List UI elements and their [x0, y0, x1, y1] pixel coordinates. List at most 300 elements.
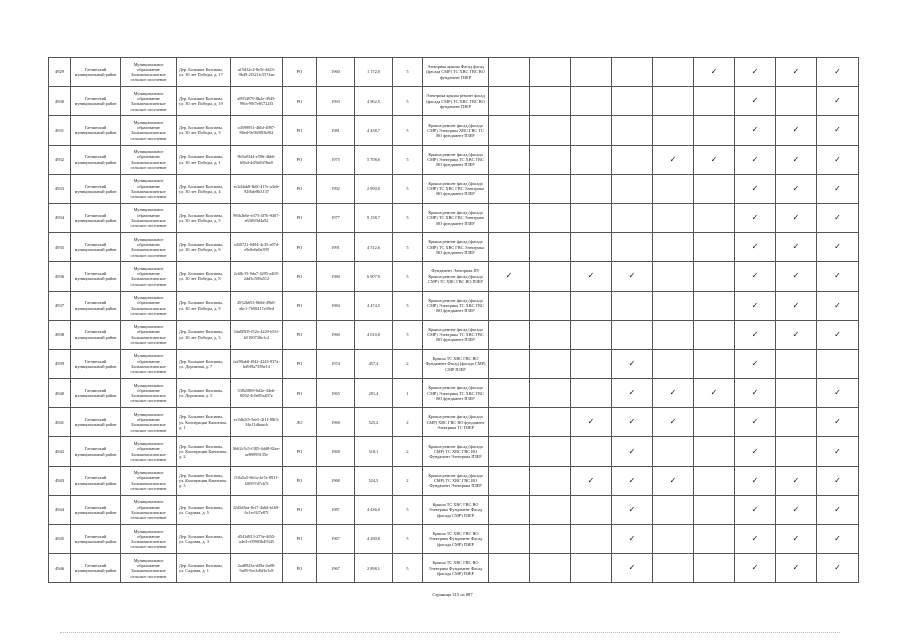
- mark-cell: [776, 174, 817, 203]
- fund-code-cell: РО: [283, 554, 317, 583]
- check-mark-icon: ✓: [669, 417, 677, 427]
- works-cell: Крыша ТС ХВС ГВС ВО Электрика Фундамент Фасад (фасада СМР) ПЗЕР: [423, 554, 489, 583]
- table-row: [49, 145, 859, 174]
- mark-cell: [530, 408, 571, 437]
- address-cell: Дер. Большие Колпаны, ул. Садовая, д. 1: [177, 554, 231, 583]
- table-row: [49, 437, 859, 466]
- mark-cell: [735, 408, 776, 437]
- area-cell: 518,1: [355, 437, 393, 466]
- check-mark-icon: ✓: [834, 125, 841, 135]
- guid-cell: 34a8f505-f52a-4220-b5f1-b5190730e1c2: [231, 320, 283, 349]
- mark-cell: [571, 87, 612, 116]
- year-cell: 1991: [317, 233, 355, 262]
- year-cell: 1960: [317, 58, 355, 87]
- mark-cell: [694, 145, 735, 174]
- check-mark-icon: ✓: [834, 96, 841, 106]
- check-mark-icon: ✓: [834, 213, 841, 223]
- check-mark-icon: ✓: [751, 446, 759, 456]
- works-cell: Крыша ремонт фасад (фасада СМР) Электрика ТС ХВС ГВС ВО фундамент ПЗЕР: [423, 145, 489, 174]
- mark-cell: [817, 58, 859, 87]
- year-cell: 1968: [317, 408, 355, 437]
- municipality-cell: Муниципальное образование Большеколпанское сельское поселение: [121, 174, 177, 203]
- check-mark-icon: ✓: [792, 329, 800, 339]
- mark-cell: [489, 262, 530, 291]
- district-cell: Гатчинский муниципальный район: [71, 554, 121, 583]
- guid-cell: 2c68c15-9da7-4295-a405-2dd3c589a512: [231, 262, 283, 291]
- fund-code-cell: РО: [283, 495, 317, 524]
- district-cell: Гатчинский муниципальный район: [71, 495, 121, 524]
- check-mark-icon: ✓: [751, 563, 759, 573]
- district-cell: Гатчинский муниципальный район: [71, 379, 121, 408]
- check-mark-icon: ✓: [834, 242, 841, 252]
- mark-cell: [817, 174, 859, 203]
- check-mark-icon: ✓: [751, 96, 759, 106]
- check-mark-icon: ✓: [751, 154, 759, 164]
- district-cell: Гатчинский муниципальный район: [71, 203, 121, 232]
- area-cell: 1 172,0: [355, 58, 393, 87]
- district-cell: Гатчинский муниципальный район: [71, 233, 121, 262]
- guid-cell: 2ad8943a-d49a-4a88-9a85-9ce3d6f3e1c8: [231, 554, 283, 583]
- mark-cell: [735, 379, 776, 408]
- address-cell: Дер. Большие Колпаны, ул. Садовая, д. 5: [177, 495, 231, 524]
- mark-cell: [489, 174, 530, 203]
- check-mark-icon: ✓: [751, 125, 759, 135]
- mark-cell: [776, 495, 817, 524]
- area-cell: 4 512,6: [355, 233, 393, 262]
- year-cell: 1980: [317, 262, 355, 291]
- stage-cell: 2: [393, 466, 423, 495]
- table-row: [49, 262, 859, 291]
- mark-cell: [530, 203, 571, 232]
- mark-cell: [653, 379, 694, 408]
- guid-cell: cd30721-0d94-4c35-a97d-e9e0e6e0a399: [231, 233, 283, 262]
- works-cell: Крыша ТС ХВС ГВС ВО Фундамент Фасад (фасада СМР) СМР ПЗЕР: [423, 349, 489, 378]
- mark-cell: [653, 116, 694, 145]
- area-cell: 524,5: [355, 466, 393, 495]
- stage-cell: 5: [393, 495, 423, 524]
- check-mark-icon: ✓: [792, 242, 800, 252]
- works-cell: Электрика крыша ремонт фасад (фасада СМР) ТС ХВС ГВС ВО фундамент ПЗЕР: [423, 87, 489, 116]
- mark-cell: [776, 379, 817, 408]
- mark-cell: [530, 466, 571, 495]
- mark-cell: [489, 233, 530, 262]
- mark-cell: [735, 145, 776, 174]
- area-cell: 2 990,0: [355, 174, 393, 203]
- municipality-cell: Муниципальное образование Большеколпанское сельское поселение: [121, 320, 177, 349]
- mark-cell: [776, 87, 817, 116]
- mark-cell: [612, 466, 653, 495]
- mark-cell: [776, 320, 817, 349]
- check-mark-icon: ✓: [628, 475, 636, 485]
- mark-cell: [571, 495, 612, 524]
- address-cell: Дер. Большие Колпаны, ул. Кооперации Капитана, д. 2: [177, 437, 231, 466]
- mark-cell: [817, 408, 859, 437]
- mark-cell: [735, 174, 776, 203]
- mark-cell: [489, 495, 530, 524]
- table-row: [49, 525, 859, 554]
- municipality-cell: Муниципальное образование Большеколпанское сельское поселение: [121, 525, 177, 554]
- works-cell: Крыша ремонт фасад (фасада СМР) ТС ХВС ГВС Электрика ВО фундамент ПЗЕР: [423, 233, 489, 262]
- mark-cell: [571, 379, 612, 408]
- year-cell: 1987: [317, 495, 355, 524]
- fund-code-cell: РО: [283, 320, 317, 349]
- check-mark-icon: ✓: [669, 388, 677, 398]
- check-mark-icon: ✓: [792, 534, 800, 544]
- stage-cell: 5: [393, 87, 423, 116]
- year-cell: 1967: [317, 525, 355, 554]
- mark-cell: [571, 262, 612, 291]
- year-cell: 1984: [317, 291, 355, 320]
- row-number: 4929: [49, 58, 71, 87]
- mark-cell: [653, 466, 694, 495]
- mark-cell: [817, 233, 859, 262]
- works-cell: Крыша ремонт фасад (фасада СМР) Электрика ТС ХВС ГВС ВО фундамент ПЗЕР: [423, 320, 489, 349]
- municipality-cell: Муниципальное образование Большеколпанское сельское поселение: [121, 58, 177, 87]
- mark-cell: [571, 408, 612, 437]
- district-cell: Гатчинский муниципальный район: [71, 174, 121, 203]
- stage-cell: 5: [393, 233, 423, 262]
- mark-cell: [612, 145, 653, 174]
- check-mark-icon: ✓: [751, 213, 759, 223]
- year-cell: 1975: [317, 145, 355, 174]
- municipality-cell: Муниципальное образование Большеколпанское сельское поселение: [121, 349, 177, 378]
- mark-cell: [694, 291, 735, 320]
- check-mark-icon: ✓: [792, 300, 800, 310]
- address-cell: Дер. Большие Колпаны, ул. 30 лет Победы, д. 3: [177, 320, 231, 349]
- check-mark-icon: ✓: [628, 388, 636, 398]
- year-cell: 1974: [317, 349, 355, 378]
- address-cell: Дер. Большие Колпаны, ул. 30 лет Победы, д. 5: [177, 203, 231, 232]
- mark-cell: [735, 262, 776, 291]
- mark-cell: [735, 87, 776, 116]
- fund-code-cell: РО: [283, 466, 317, 495]
- mark-cell: [694, 233, 735, 262]
- mark-cell: [735, 291, 776, 320]
- guid-cell: 2832b653-8b0d-49b0-abc1-7b08417a39ed: [231, 291, 283, 320]
- check-mark-icon: ✓: [669, 154, 677, 164]
- area-cell: 4 436,0: [355, 495, 393, 524]
- mark-cell: [489, 116, 530, 145]
- fund-code-cell: РО: [283, 87, 317, 116]
- mark-cell: [694, 525, 735, 554]
- area-cell: 4 280,8: [355, 525, 393, 554]
- table-row: [49, 116, 859, 145]
- mark-cell: [612, 379, 653, 408]
- mark-cell: [776, 466, 817, 495]
- check-mark-icon: ✓: [792, 563, 800, 573]
- mark-cell: [817, 87, 859, 116]
- mark-cell: [653, 58, 694, 87]
- check-mark-icon: ✓: [587, 417, 595, 427]
- mark-cell: [735, 466, 776, 495]
- table-row: [49, 349, 859, 378]
- row-number: 4934: [49, 203, 71, 232]
- mark-cell: [612, 203, 653, 232]
- mark-cell: [571, 320, 612, 349]
- mark-cell: [489, 291, 530, 320]
- mark-cell: [530, 554, 571, 583]
- mark-cell: [571, 437, 612, 466]
- mark-cell: [817, 554, 859, 583]
- area-cell: 6 907,9: [355, 262, 393, 291]
- mark-cell: [694, 174, 735, 203]
- guid-cell: 99fb2b6e-e375-4f7b-9307-e63f0f3d4a92: [231, 203, 283, 232]
- area-cell: 5 708,6: [355, 145, 393, 174]
- mark-cell: [489, 87, 530, 116]
- mark-cell: [694, 495, 735, 524]
- stage-cell: 2: [393, 408, 423, 437]
- mark-cell: [530, 174, 571, 203]
- works-cell: Крыша ремонт фасад (фасада СМР) ТС ХВС ГВС ВО Фундамент Электрика ПЗЕР: [423, 437, 489, 466]
- works-cell: Крыша ремонт фасад (фасада СМР) Электрика ХВС ГВС ТС ВО фундамент ПЗЕР: [423, 116, 489, 145]
- works-cell: Фундамент Электрика ПУ Крыша ремонт фасад (фасада СМР) ТС ХВС ГВС ВО ПЗЕР: [423, 262, 489, 291]
- mark-cell: [817, 349, 859, 378]
- district-cell: Гатчинский муниципальный район: [71, 291, 121, 320]
- mark-cell: [735, 525, 776, 554]
- mark-cell: [530, 437, 571, 466]
- row-number: 4946: [49, 554, 71, 583]
- district-cell: Гатчинский муниципальный район: [71, 466, 121, 495]
- fund-code-cell: РО: [283, 233, 317, 262]
- register-table: [48, 57, 859, 583]
- mark-cell: [489, 145, 530, 174]
- address-cell: Дер. Большие Колпаны, ул. Дорожная, д. 5: [177, 379, 231, 408]
- area-cell: 9 158,7: [355, 203, 393, 232]
- mark-cell: [612, 174, 653, 203]
- check-mark-icon: ✓: [751, 271, 759, 281]
- mark-cell: [694, 408, 735, 437]
- check-mark-icon: ✓: [751, 388, 759, 398]
- check-mark-icon: ✓: [628, 534, 636, 544]
- fund-code-cell: РО: [283, 262, 317, 291]
- guid-cell: 0b62c5c5-f385-4dd8-82ea-ae89999135e: [231, 437, 283, 466]
- row-number: 4944: [49, 495, 71, 524]
- check-mark-icon: ✓: [792, 183, 800, 193]
- area-cell: 525,2: [355, 408, 393, 437]
- mark-cell: [612, 437, 653, 466]
- mark-cell: [612, 233, 653, 262]
- district-cell: Гатчинский муниципальный район: [71, 116, 121, 145]
- area-cell: 4 010,8: [355, 320, 393, 349]
- year-cell: 1968: [317, 466, 355, 495]
- district-cell: Гатчинский муниципальный район: [71, 437, 121, 466]
- check-mark-icon: ✓: [628, 358, 636, 368]
- works-cell: Электрика крыша Фасад фасад (фасада СМР) ТС ХВС ГВС ВО фундамент ПЗЕР: [423, 58, 489, 87]
- guid-cell: cd599951-4bbf-4987-86ed-9e5b9f83b9f2: [231, 116, 283, 145]
- mark-cell: [530, 320, 571, 349]
- fund-code-cell: РО: [283, 525, 317, 554]
- mark-cell: [817, 495, 859, 524]
- mark-cell: [735, 233, 776, 262]
- district-cell: Гатчинский муниципальный район: [71, 408, 121, 437]
- table-row: [49, 58, 859, 87]
- table-row: [49, 203, 859, 232]
- check-mark-icon: ✓: [628, 446, 636, 456]
- mark-cell: [612, 320, 653, 349]
- mark-cell: [571, 525, 612, 554]
- mark-cell: [489, 320, 530, 349]
- area-cell: 4 438,7: [355, 116, 393, 145]
- mark-cell: [694, 203, 735, 232]
- mark-cell: [817, 525, 859, 554]
- mark-cell: [571, 174, 612, 203]
- check-mark-icon: ✓: [751, 358, 759, 368]
- check-mark-icon: ✓: [628, 563, 636, 573]
- check-mark-icon: ✓: [834, 183, 841, 193]
- mark-cell: [571, 58, 612, 87]
- mark-cell: [571, 554, 612, 583]
- mark-cell: [489, 408, 530, 437]
- check-mark-icon: ✓: [751, 417, 759, 427]
- municipality-cell: Муниципальное образование Большеколпанское сельское поселение: [121, 466, 177, 495]
- works-cell: Крыша ТС ХВС ГВС ВО Электрика Фундамент Фасад (фасада СМР) ПЗЕР: [423, 525, 489, 554]
- address-cell: Дер. Большие Колпаны, ул. 30 лет Победы, д. 4: [177, 174, 231, 203]
- row-number: 4945: [49, 525, 71, 554]
- mark-cell: [612, 495, 653, 524]
- table-row: [49, 466, 859, 495]
- mark-cell: [612, 554, 653, 583]
- mark-cell: [817, 437, 859, 466]
- works-cell: Крыша ремонт фасад (фасада СМР) ТС ХВС ГВС ВО Фундамент Электрика ПЗЕР: [423, 466, 489, 495]
- stage-cell: 5: [393, 320, 423, 349]
- stage-cell: 2: [393, 349, 423, 378]
- mark-cell: [817, 203, 859, 232]
- municipality-cell: Муниципальное образование Большеколпанское сельское поселение: [121, 495, 177, 524]
- table-row: [49, 408, 859, 437]
- mark-cell: [530, 233, 571, 262]
- mark-cell: [817, 466, 859, 495]
- district-cell: Гатчинский муниципальный район: [71, 145, 121, 174]
- mark-cell: [694, 349, 735, 378]
- table-row: [49, 291, 859, 320]
- mark-cell: [571, 233, 612, 262]
- check-mark-icon: ✓: [834, 446, 841, 456]
- mark-cell: [612, 291, 653, 320]
- mark-cell: [776, 116, 817, 145]
- fund-code-cell: ЛО: [283, 408, 317, 437]
- fund-code-cell: РО: [283, 437, 317, 466]
- year-cell: 1993: [317, 87, 355, 116]
- check-mark-icon: ✓: [834, 504, 841, 514]
- guid-cell: fa290ab0-f942-4243-937a-bd9f9a7356e14: [231, 349, 283, 378]
- mark-cell: [489, 379, 530, 408]
- address-cell: Дер. Большие Колпаны, ул. 30 лет Победы, д. 1: [177, 145, 231, 174]
- mark-cell: [735, 554, 776, 583]
- mark-cell: [571, 466, 612, 495]
- check-mark-icon: ✓: [669, 475, 677, 485]
- municipality-cell: Муниципальное образование Большеколпанское сельское поселение: [121, 554, 177, 583]
- check-mark-icon: ✓: [751, 242, 759, 252]
- guid-cell: f2d5d3ea-8cf7-4a6d-b1b9-6c1ec927e87f: [231, 495, 283, 524]
- check-mark-icon: ✓: [751, 67, 759, 77]
- row-number: 4940: [49, 379, 71, 408]
- address-cell: Дер. Большие Колпаны, ул. Дорожная, д. 7: [177, 349, 231, 378]
- mark-cell: [571, 291, 612, 320]
- municipality-cell: Муниципальное образование Большеколпанское сельское поселение: [121, 262, 177, 291]
- district-cell: Гатчинский муниципальный район: [71, 87, 121, 116]
- table-row: [49, 495, 859, 524]
- table-row: [49, 233, 859, 262]
- stage-cell: 5: [393, 554, 423, 583]
- check-mark-icon: ✓: [751, 534, 759, 544]
- mark-cell: [776, 554, 817, 583]
- check-mark-icon: ✓: [751, 183, 759, 193]
- row-number: 4930: [49, 87, 71, 116]
- address-cell: Дер. Большие Колпаны, ул. 30 лет Победы, д. 9: [177, 291, 231, 320]
- stage-cell: 5: [393, 145, 423, 174]
- check-mark-icon: ✓: [792, 504, 800, 514]
- mark-cell: [489, 525, 530, 554]
- mark-cell: [776, 291, 817, 320]
- table-row: [49, 87, 859, 116]
- mark-cell: [653, 554, 694, 583]
- area-cell: 2 898,1: [355, 554, 393, 583]
- check-mark-icon: ✓: [628, 504, 636, 514]
- mark-cell: [694, 87, 735, 116]
- mark-cell: [653, 87, 694, 116]
- district-cell: Гатчинский муниципальный район: [71, 262, 121, 291]
- address-cell: Дер. Большие Колпаны, ул. 30 лет Победы, д. 6: [177, 233, 231, 262]
- mark-cell: [653, 495, 694, 524]
- check-mark-icon: ✓: [834, 563, 841, 573]
- mark-cell: [817, 116, 859, 145]
- mark-cell: [653, 437, 694, 466]
- mark-cell: [612, 408, 653, 437]
- address-cell: Дер. Большие Колпаны, ул. 30 лет Победы, д. 8: [177, 262, 231, 291]
- fund-code-cell: РО: [283, 174, 317, 203]
- scan-edge: [60, 632, 840, 635]
- works-cell: Крыша ремонт фасад (фасада СМР) ХВС ГВС ВО фундамент Электрика ТС ПЗЕР: [423, 408, 489, 437]
- mark-cell: [817, 291, 859, 320]
- district-cell: Гатчинский муниципальный район: [71, 525, 121, 554]
- page-footer: Страница 315 из 887: [432, 592, 473, 597]
- check-mark-icon: ✓: [751, 504, 759, 514]
- check-mark-icon: ✓: [834, 271, 841, 281]
- row-number: 4935: [49, 233, 71, 262]
- stage-cell: 5: [393, 525, 423, 554]
- row-number: 4941: [49, 408, 71, 437]
- stage-cell: 2: [393, 437, 423, 466]
- address-cell: Дер. Большие Колпаны, ул. 30 лет Победы, д. 3: [177, 116, 231, 145]
- mark-cell: [817, 320, 859, 349]
- district-cell: Гатчинский муниципальный район: [71, 58, 121, 87]
- address-cell: Дер. Большие Колпаны, ул. 30 лет Победы, д. 17: [177, 58, 231, 87]
- fund-code-cell: РО: [283, 349, 317, 378]
- mark-cell: [530, 349, 571, 378]
- check-mark-icon: ✓: [587, 271, 595, 281]
- mark-cell: [530, 87, 571, 116]
- mark-cell: [530, 145, 571, 174]
- row-number: 4937: [49, 291, 71, 320]
- mark-cell: [694, 379, 735, 408]
- works-cell: Крыша ремонт фасад (фасада СМР) ТС ХВС ГВС Электрика ВО фундамент ПЗЕР: [423, 174, 489, 203]
- municipality-cell: Муниципальное образование Большеколпанское сельское поселение: [121, 408, 177, 437]
- mark-cell: [735, 349, 776, 378]
- fund-code-cell: РО: [283, 58, 317, 87]
- mark-cell: [694, 116, 735, 145]
- check-mark-icon: ✓: [710, 388, 718, 398]
- fund-code-cell: РО: [283, 291, 317, 320]
- mark-cell: [612, 262, 653, 291]
- guid-cell: a8934970-8b2e-4945-99fa-99f7e81722f3: [231, 87, 283, 116]
- mark-cell: [653, 233, 694, 262]
- mark-cell: [653, 349, 694, 378]
- area-cell: 281,4: [355, 379, 393, 408]
- mark-cell: [694, 554, 735, 583]
- address-cell: Дер. Большие Колпаны, ул. Кооперации Капитана, д. 1: [177, 408, 231, 437]
- table-row: [49, 174, 859, 203]
- mark-cell: [489, 58, 530, 87]
